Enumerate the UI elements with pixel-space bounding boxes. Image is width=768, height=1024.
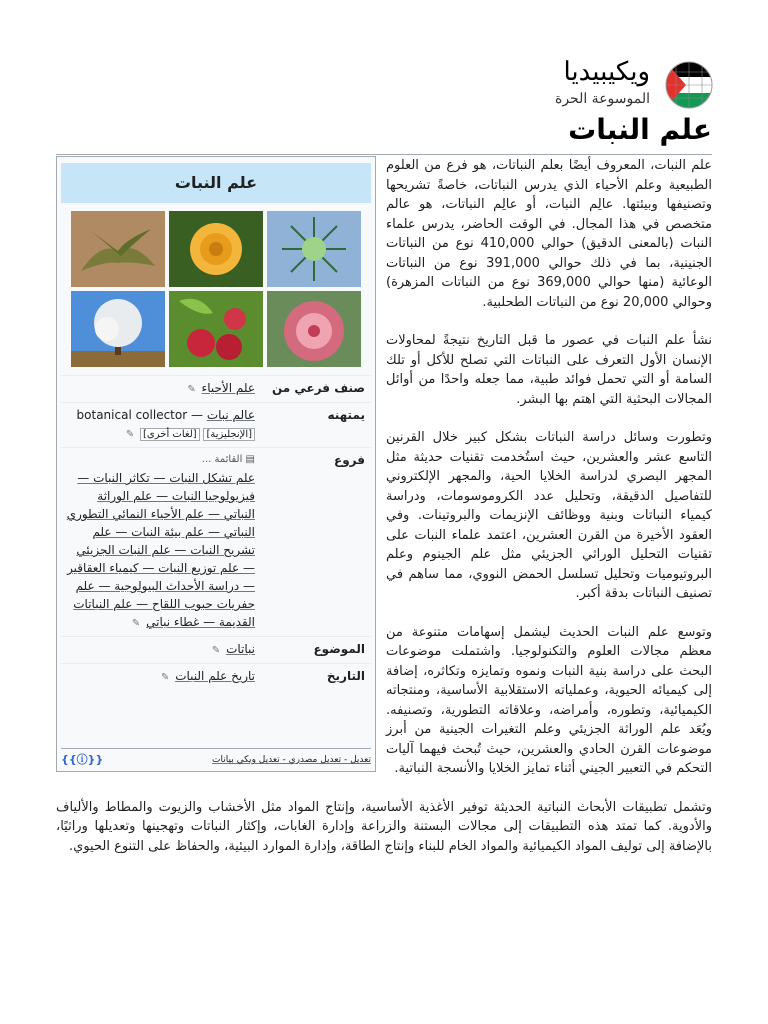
wordmark-tagline: الموسوعة الحرة: [554, 91, 650, 107]
row-label: التاريخ: [326, 669, 365, 683]
edit-pencil-icon[interactable]: ✎: [187, 384, 196, 395]
language-tag[interactable]: [الإنجليزية]: [203, 428, 255, 441]
paragraph-4: وتوسع علم النبات الحديث ليشمل إسهامات متنوعة من معظم مجالات العلوم والتكنولوجيا. واشتملت موضوعات البحث على دراسة بنية النبات ونموه وتمايزه وتكاثره، إضافة إلى كيميائه الحيوية، وعملياته الاستقلابية الأساسية، ومنتجاته الكيميائية، وتطوره، وأمراضه، وعلاقاته التطورية، وتصنيفه. ويُعَد علم الوراثة الجزيئي وعلم التغيرات الجينية من أبرز موضوعات القرن الحادي والعشرين، حيث تُبحث فيهما آليات التحكم في التعبير الجيني أثناء تمايز الخلايا والأنسجة النباتية.: [386, 624, 712, 776]
botanical-collector-text: — botanical collector: [76, 408, 203, 422]
site-header: [56, 56, 712, 116]
infobox-spacer: [56, 156, 386, 782]
other-languages-tag[interactable]: [لغات أخرى]: [140, 428, 200, 441]
infobox-title: علم النبات: [61, 163, 371, 203]
paragraph-5: وتشمل تطبيقات الأبحاث النباتية الحديثة توفير الأغذية الأساسية، وإنتاج المواد مثل الأخشاب والزيوت والمطاط والألياف والأدوية. كما تمتد هذه التطبيقات إلى مجالات البستنة والزراعة وإدارة الغابات، وإكثار النباتات وتهجينها وتعديلها وراثيًا، بالإضافة إلى توليف المواد الكيميائية والمواد الخام للبناء وإنتاج الطاقة، وإدارة الموارد البيئية، والحفاظ على التنوع الحيوي.: [56, 799, 712, 854]
list-toggle[interactable]: ▤ القائمة ...: [201, 454, 255, 465]
branches-list[interactable]: علم تشكل النبات — تكاثر النبات — فيزيولوجيا النبات — علم الوراثة النباتي — علم الأحياء النمائي التطوري النباتي — علم بيئة النبات — علم تشريح النبات — علم النبات الجزيئي — علم توزيع النبات — كيمياء العقاقير — دراسة الأحداث البيولوجية — علم حفريات حبوب اللقاح — علم النباتات القديمة — غطاء نباتي: [66, 471, 255, 629]
paragraph-1: علم النبات، المعروف أيضًا بعلم النباتات، هو فرع من العلوم الطبيعية وعلم الأحياء الذي يدرس النباتات، خاصةً تشريحها وتصنيفها وبيئتها. عالِم النبات، أو عالِم النباتات، هو عالم متخصص في هذا المجال. في الوقت الحاضر، يدرس علماء النبات (بالمعنى الدقيق) حوالي 410,000 نوع من النباتات الجنينية، بما في ذلك حوالي 391,000 نوع من النباتات الوعائية (منها حوالي 369,000 نوع من النباتات المزهرة) وحوالي 20,000 نوع من النباتات الطحلبية.: [386, 158, 713, 310]
article-body: [56, 156, 712, 875]
paragraph-3: وتطورت وسائل دراسة النباتات بشكل كبير خلال القرنين التاسع عشر والعشرين، حيث استُخدمت تقنيات حديثة مثل المجهر البصري لدراسة الخلايا الحية، والمجهر الإلكتروني للتفاصيل الدقيقة، وتحليل عدد الكروموسومات، ودراسة كيمياء النباتات وبنية ووظائف الإنزيمات والبروتينات. وفي العقود الأخيرة من القرن العشرين، اعتمد علماء النبات على تقنيات التحليل الوراثي الجزيئي مثل علم الجينوم وعلم البروتيوميات وتحليل تسلسل الحمض النووي، مما ساهم في تصنيف النباتات بدقة أكبر.: [386, 430, 712, 601]
wordmark-title[interactable]: ويكيبيديا: [563, 57, 650, 87]
edit-pencil-icon[interactable]: ✎: [160, 672, 170, 683]
row-label: فروع: [334, 453, 365, 467]
wikipedia-globe-icon[interactable]: [664, 60, 714, 110]
link-history-of-botany[interactable]: تاريخ علم النبات: [175, 669, 255, 683]
row-label: صنف فرعي من: [271, 381, 365, 395]
edit-pencil-icon[interactable]: ✎: [125, 429, 135, 440]
wikidata-info-icon[interactable]: {{ⓘ}}: [61, 753, 104, 766]
edit-pencil-icon[interactable]: ✎: [211, 645, 221, 656]
edit-pencil-icon[interactable]: ✎: [131, 618, 141, 629]
page-title: علم النبات: [56, 108, 712, 155]
link-botanist[interactable]: عالم نبات: [206, 408, 255, 422]
paragraph-2: نشأ علم النبات في عصور ما قبل التاريخ نتيجةً لمحاولات الإنسان الأول التعرف على النباتات التي تصلح للأكل أو تلك السامة أو التي تحمل فوائد طبية، مما جعله واحدًا من أوائل المجالات البحثية التي اهتم بها البشر.: [386, 333, 712, 407]
list-icon: ▤: [245, 454, 255, 465]
link-biology[interactable]: علم الأحياء: [201, 381, 255, 395]
infobox-edit-links[interactable]: تعديل - تعديل مصدري - تعديل ويكي بيانات: [212, 755, 371, 765]
wikipedia-wordmark[interactable]: [430, 56, 650, 108]
row-label: يمتهنه: [327, 408, 365, 422]
row-label: الموضوع: [313, 642, 365, 656]
link-plants[interactable]: نباتات: [226, 642, 255, 656]
